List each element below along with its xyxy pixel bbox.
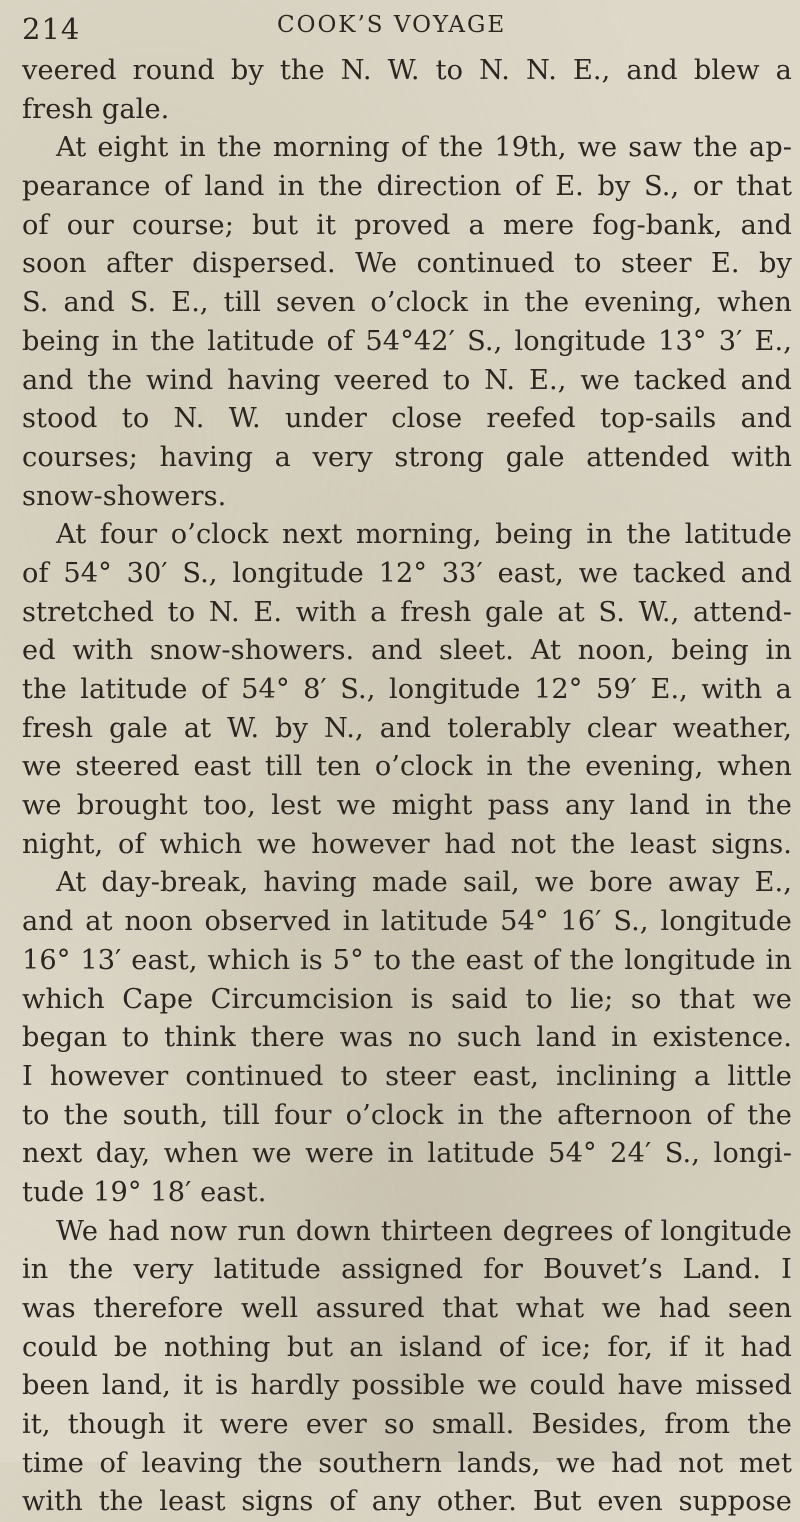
- text-line: 16° 13′ east, which is 5° to the east of the longitude in: [22, 944, 792, 976]
- text-line: could be nothing but an island of ice; for, if it had: [22, 1331, 792, 1363]
- text-line: tude 19° 18′ east.: [22, 1176, 267, 1208]
- text-line: fresh gale at W. by N., and tolerably clear weather,: [22, 712, 792, 744]
- text-line: ed with snow-showers. and sleet. At noon, being in: [22, 635, 792, 667]
- text-line: veered round by the N. W. to N. N. E., and blew a: [22, 55, 792, 86]
- text-line: we steered east till ten o’clock in the evening, when: [22, 751, 792, 783]
- text-line: and the wind having veered to N. E., we tacked and: [22, 364, 792, 396]
- text-line: stretched to N. E. with a fresh gale at S. W., attend-: [22, 596, 792, 628]
- text-line: and at noon observed in latitude 54° 16′ S., longitude: [22, 906, 792, 938]
- text-line: it, though it were ever so small. Besides, from the: [22, 1409, 792, 1441]
- page-number: 214: [22, 12, 81, 46]
- text-line: was therefore well assured that what we had seen: [22, 1293, 792, 1324]
- text-line: night, of which we however had not the least signs.: [22, 828, 792, 860]
- text-line: time of leaving the southern lands, we had not met: [22, 1447, 792, 1479]
- text-line: courses; having a very strong gale attended with: [22, 441, 792, 473]
- text-line: with the least signs of any other. But even suppose: [22, 1486, 792, 1518]
- text-line: We had now run down thirteen degrees of longitude: [56, 1215, 792, 1247]
- text-line: being in the latitude of 54°42′ S., longitude 13° 3′ E.,: [22, 325, 792, 357]
- text-line: fresh gale.: [22, 93, 170, 125]
- text-line: we brought too, lest we might pass any land in the: [22, 790, 792, 822]
- text-line: I however continued to steer east, inclining a little: [22, 1060, 792, 1092]
- text-line: began to think there was no such land in existence.: [22, 1022, 792, 1054]
- body-text: [22, 52, 792, 1522]
- text-line: in the very latitude assigned for Bouvet’s Land. I: [22, 1254, 792, 1286]
- text-line: to the south, till four o’clock in the afternoon of the: [22, 1099, 792, 1131]
- text-line: which Cape Circumcision is said to lie; so that we: [22, 983, 792, 1015]
- text-line: of 54° 30′ S., longitude 12° 33′ east, we tacked and: [22, 557, 792, 589]
- text-line: S. and S. E., till seven o’clock in the evening, when: [22, 287, 792, 319]
- text-line: next day, when we were in latitude 54° 24′ S., longi-: [22, 1138, 792, 1170]
- text-line: At eight in the morning of the 19th, we saw the ap-: [56, 132, 792, 164]
- text-line: At four o’clock next morning, being in the latitude: [56, 519, 792, 551]
- text-line: pearance of land in the direction of E. by S., or that: [22, 171, 792, 203]
- text-line: soon after dispersed. We continued to steer E. by: [22, 248, 792, 280]
- text-line: the latitude of 54° 8′ S., longitude 12° 59′ E., with a: [22, 674, 792, 705]
- text-line: snow-showers.: [22, 480, 227, 512]
- text-line: of our course; but it proved a mere fog-bank, and: [22, 209, 792, 241]
- running-head: [22, 12, 792, 52]
- text-line: been land, it is hardly possible we could have missed: [22, 1370, 792, 1402]
- text-line: stood to N. W. under close reefed top-sails and: [22, 403, 792, 435]
- running-title: COOK’S VOYAGE: [277, 12, 507, 38]
- text-line: At day-break, having made sail, we bore away E.,: [56, 867, 792, 899]
